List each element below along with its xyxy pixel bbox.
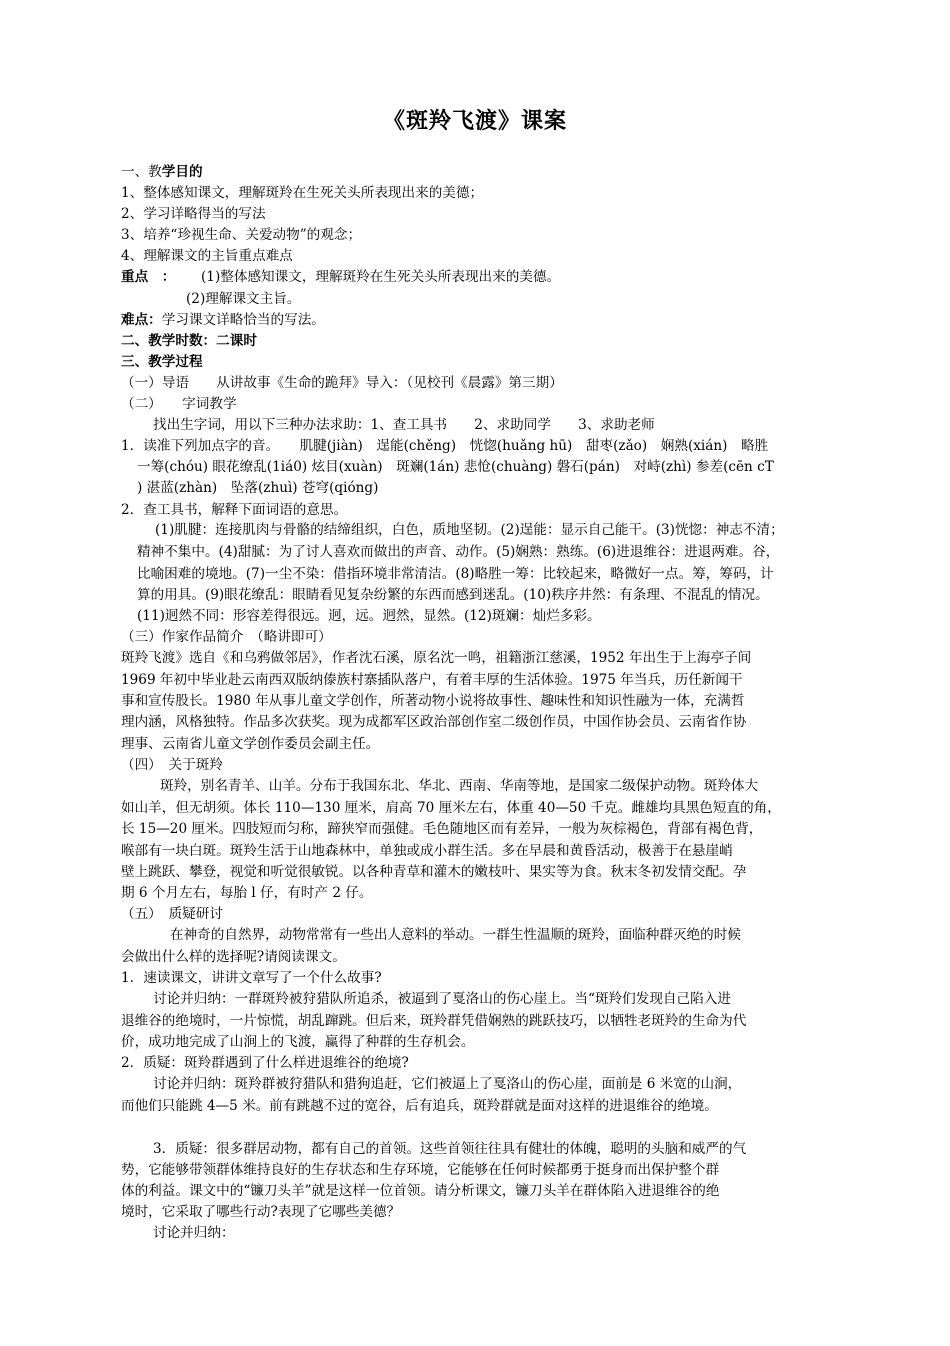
text-line: 体的利益。课文中的“镰刀头羊”就是这样一位首领。请分析课文，镰刀头羊在群体陷入进退维谷的绝 <box>121 1183 720 1199</box>
text-line: 找出生字词，用以下三种办法求助：1、查工具书 2、求助同学 3、求助老师 <box>153 417 655 433</box>
text-line: 讨论并归纳：一群斑羚被狩猎队所追杀，被逼到了戛洛山的伤心崖上。当“斑羚们发现自己陷入进 <box>153 991 731 1007</box>
text-line: (11)迥然不同：形容差得很远。迥，远。迥然，显然。(12)斑斓：灿烂多彩。 <box>137 608 601 624</box>
text-line: （一）导语 从讲故事《生命的跪拜》导入：（见校刊《晨露》第三期） <box>121 375 563 391</box>
heading-part: 一、教 <box>121 164 162 180</box>
difficulty-text: 学习课文详略恰当的写法。 <box>161 312 325 328</box>
heading-part-bold: 学目的 <box>161 164 203 180</box>
section-heading <box>121 161 203 183</box>
text-line: 比喻困难的境地。(7)一尘不染：借指环境非常清洁。(8)略胜一筹：比较起来，略微好一点。筹，筹码，计 <box>137 566 774 582</box>
key-point-1: (1)整体感知课文，理解斑羚在生死关头所表现出来的美德。 <box>201 269 561 285</box>
section-heading: 二、教学时数：二课时 <box>121 333 257 349</box>
text-line: （二） 字词教学 <box>121 396 237 412</box>
text-line: 长 15—20 厘米。四肢短而匀称，蹄狭窄而强健。毛色随地区而有差异，一般为灰棕褐色，背部有褐色背， <box>121 821 763 837</box>
text-line: 而他们只能跳 4—5 米。前有跳越不过的宽谷，后有追兵，斑羚群就是面对这样的进退维谷的绝境。 <box>121 1098 718 1114</box>
text-line: 境时，它采取了哪些行动?表现了它哪些美德？ <box>121 1204 401 1220</box>
text-line: 退维谷的绝境时，一片惊慌，胡乱蹿跳。但后来，斑羚群凭借娴熟的跳跃技巧，以牺牲老斑羚的生命为代 <box>121 1013 747 1029</box>
text-line: 在神奇的自然界，动物常常有一些出人意料的举动。一群生性温顺的斑羚，面临种群灭绝的时候 <box>170 927 741 943</box>
text-line: 斑羚，别名青羊、山羊。分布于我国东北、华北、西南、华南等地，是国家二级保护动物。斑羚体大 <box>160 778 759 794</box>
difficulty-line <box>121 309 325 331</box>
text-line: 1．速读课文，讲讲文章写了一个什么故事? <box>121 970 382 986</box>
text-line: 2、学习详略得当的写法 <box>121 206 266 222</box>
text-line: （三）作家作品简介 （略讲即可） <box>121 629 332 645</box>
text-line: 2．质疑：斑羚群遇到了什么样进退维谷的绝境? <box>121 1055 409 1071</box>
text-line: 事和宣传股长。1980 年从事儿童文学创作，所著动物小说将故事性、趣味性和知识性融为一体，充满哲 <box>121 693 745 709</box>
text-line: 一筹(chóu) 眼花缭乱(1iá0) 炫目(xuàn) 斑斓(1án) 悲怆(chuàng) 磐石(pán) 对峙(zhì) 参差(cēn cT <box>137 459 774 475</box>
text-line: (1)肌腱：连接肌肉与骨骼的结缔组织，白色，质地坚韧。(2)逞能：显示自己能干。(3)恍惚：神志不清； <box>155 522 784 538</box>
text-line: 喉部有一块白斑。斑羚生活于山地森林中，单独或成小群生活。多在早晨和黄昏活动，极善于在悬崖峭 <box>121 843 733 859</box>
text-line: 3．质疑：很多群居动物，都有自己的首领。这些首领往往具有健壮的体魄，聪明的头脑和威严的气 <box>153 1141 747 1157</box>
text-line: 壁上跳跃、攀登，视觉和听觉很敏锐。以各种青草和灌木的嫩枝叶、果实等为食。秋末冬初发情交配。孕 <box>121 864 747 880</box>
text-line: 精神不集中。(4)甜腻：为了讨人喜欢而做出的声音、动作。(5)娴熟：熟练。(6)进退维谷：进退两难。谷， <box>137 544 780 560</box>
text-line: 4、理解课文的主旨重点难点 <box>121 248 293 264</box>
text-line: 算的用具。(9)眼花缭乱：眼睛看见复杂纷繁的东西而感到迷乱。(10)秩序井然：有条理、不混乱的情况。 <box>137 587 769 603</box>
text-line: 会做出什么样的选择呢?请阅读课文。 <box>121 949 346 965</box>
text-line: 1969 年初中毕业赴云南西双版纳傣族村寨插队落户，有着丰厚的生活体验。1975 年当兵，历任新闻干 <box>121 672 743 688</box>
text-line: 斑羚飞渡》选自《和乌鸦做邻居》，作者沈石溪，原名沈一鸣，祖籍浙江慈溪，1952 年出生于上海亭子间 <box>121 650 752 666</box>
text-line: 1、整体感知课文，理解斑羚在生死关头所表现出来的美德； <box>121 185 484 201</box>
text-line: 2．查工具书，解释下面词语的意思。 <box>121 502 348 518</box>
text-line: 1．读准下列加点字的音。 肌腱(jiàn) 逞能(chěng) 恍惚(huǎng hū) 甜枣(zǎo) 娴熟(xián) 略胜 <box>121 438 769 454</box>
text-line: 期 6 个月左右，每胎 l 仔，有时产 2 仔。 <box>121 885 373 901</box>
key-points-label: 重点 ： <box>121 269 176 285</box>
text-line: 势，它能够带领群体维持良好的生存状态和生存环境，它能够在任何时候都勇于挺身而出保护整个群 <box>121 1162 720 1178</box>
text-line: （五） 质疑研讨 <box>121 906 223 922</box>
key-point-2: (2)理解课文主旨。 <box>186 291 301 307</box>
section-heading: 三、教学过程 <box>121 354 203 370</box>
difficulty-label: 难点： <box>121 312 162 328</box>
text-line: 如山羊，但无胡须。体长 110—130 厘米，肩高 70 厘米左右，体重 40—50 千克。雌雄均具黑色短直的角， <box>121 800 781 816</box>
text-line: 讨论并归纳： <box>153 1225 235 1241</box>
text-line: 讨论并归纳：斑羚群被狩猎队和猎狗追赶，它们被逼上了戛洛山的伤心崖，面前是 6 米宽的山涧， <box>153 1076 742 1092</box>
text-line: 理事、云南省儿童文学创作委员会副主任。 <box>121 736 380 752</box>
document-title: 《斑羚飞渡》课案 <box>382 108 567 134</box>
text-line: ) 湛蓝(zhàn) 坠落(zhuì) 苍穹(qióng) <box>137 480 379 496</box>
text-line: 理内涵，风格独特。作品多次获奖。现为成都军区政治部创作室二级创作员，中国作协会员、云南省作协 <box>121 714 747 730</box>
text-line: 3、培养“珍视生命、关爱动物”的观念； <box>121 227 362 243</box>
text-line: （四） 关于斑羚 <box>121 757 223 773</box>
text-line: 价，成功地完成了山涧上的飞渡，赢得了种群的生存机会。 <box>121 1034 475 1050</box>
